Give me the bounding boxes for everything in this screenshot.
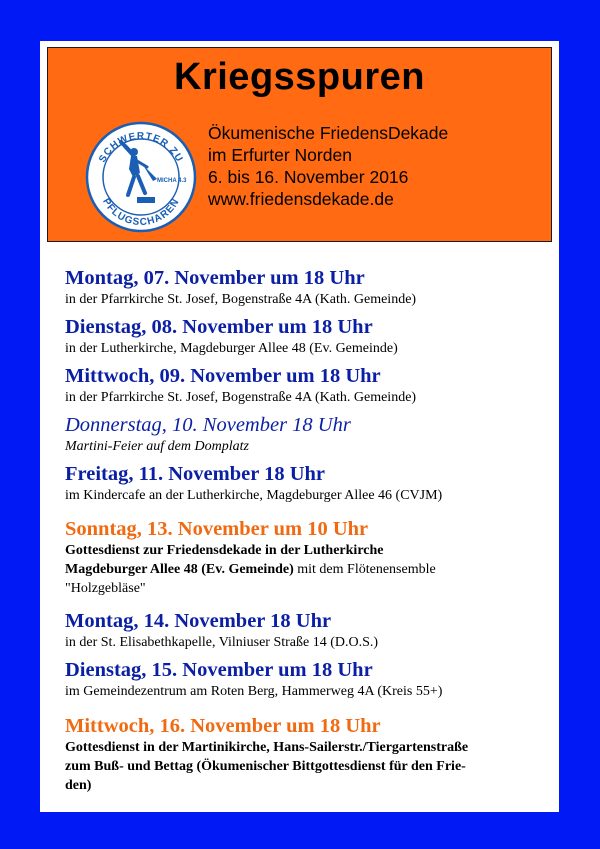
header-line-organizer: Ökumenische FriedensDekade (208, 123, 449, 143)
event-detail: Gottesdienst zur Friedensdekade in der Lutherkirche (65, 543, 384, 558)
header-info (208, 122, 448, 210)
header-box (47, 47, 552, 242)
event-detail: im Kindercafe an der Lutherkirche, Magdeburger Allee 46 (CVJM) (65, 488, 443, 503)
event-heading: Montag, 14. November 18 Uhr (65, 610, 332, 632)
header-line-dates: 6. bis 16. November 2016 (208, 167, 409, 187)
logo-text-ref: MICHA 4.3 (157, 178, 187, 184)
event-heading: Dienstag, 15. November um 18 Uhr (65, 659, 373, 681)
event-heading: Freitag, 11. November 18 Uhr (65, 463, 326, 485)
swords-to-plowshares-logo (85, 121, 197, 233)
event-heading: Montag, 07. November um 18 Uhr (65, 267, 365, 289)
event-item (65, 462, 545, 505)
event-detail: in der Lutherkirche, Magdeburger Allee 48 (Ev. Gemeinde) (65, 341, 398, 356)
logo-text-top: SCHWERTER ZU (97, 130, 185, 165)
event-item (65, 609, 545, 652)
event-detail: in der Pfarrkirche St. Josef, Bogenstraße 4A (Kath. Gemeinde) (65, 292, 417, 307)
event-detail-bold: Magdeburger Allee 48 (Ev. Gemeinde) (65, 562, 294, 577)
event-item (65, 658, 545, 701)
event-detail (65, 560, 545, 579)
flyer-title: Kriegsspuren (174, 56, 425, 98)
event-detail: "Holzgebläse" (65, 581, 146, 596)
event-detail: den) (65, 778, 92, 793)
event-item (65, 517, 545, 598)
header-line-website[interactable]: www.friedensdekade.de (208, 189, 394, 209)
event-heading: Mittwoch, 16. November um 18 Uhr (65, 715, 381, 737)
event-detail: Gottesdienst in der Martinikirche, Hans-Sailerstr./Tiergartenstraße (65, 740, 469, 755)
event-item (65, 714, 545, 795)
event-detail-regular: mit dem Flötenensemble (293, 562, 436, 577)
event-item (65, 266, 545, 309)
event-detail: zum Buß- und Bettag (Ökumenischer Bittgottesdienst für den Frie- (65, 759, 466, 774)
event-heading: Sonntag, 13. November um 10 Uhr (65, 518, 369, 540)
event-detail: Martini-Feier auf dem Domplatz (65, 439, 249, 454)
event-item (65, 413, 545, 456)
header-line-location: im Erfurter Norden (208, 145, 352, 165)
event-detail: im Gemeindezentrum am Roten Berg, Hammerweg 4A (Kreis 55+) (65, 684, 443, 699)
logo-text-bottom: PFLUGSCHAREN (100, 196, 182, 229)
event-item (65, 364, 545, 407)
flyer-page (40, 41, 559, 812)
event-heading: Dienstag, 08. November um 18 Uhr (65, 316, 373, 338)
event-heading: Mittwoch, 09. November um 18 Uhr (65, 365, 381, 387)
event-detail: in der Pfarrkirche St. Josef, Bogenstraße 4A (Kath. Gemeinde) (65, 390, 417, 405)
event-heading: Donnerstag, 10. November 18 Uhr (65, 414, 351, 436)
event-detail: in der St. Elisabethkapelle, Vilniuser Straße 14 (D.O.S.) (65, 635, 379, 650)
event-item (65, 315, 545, 358)
